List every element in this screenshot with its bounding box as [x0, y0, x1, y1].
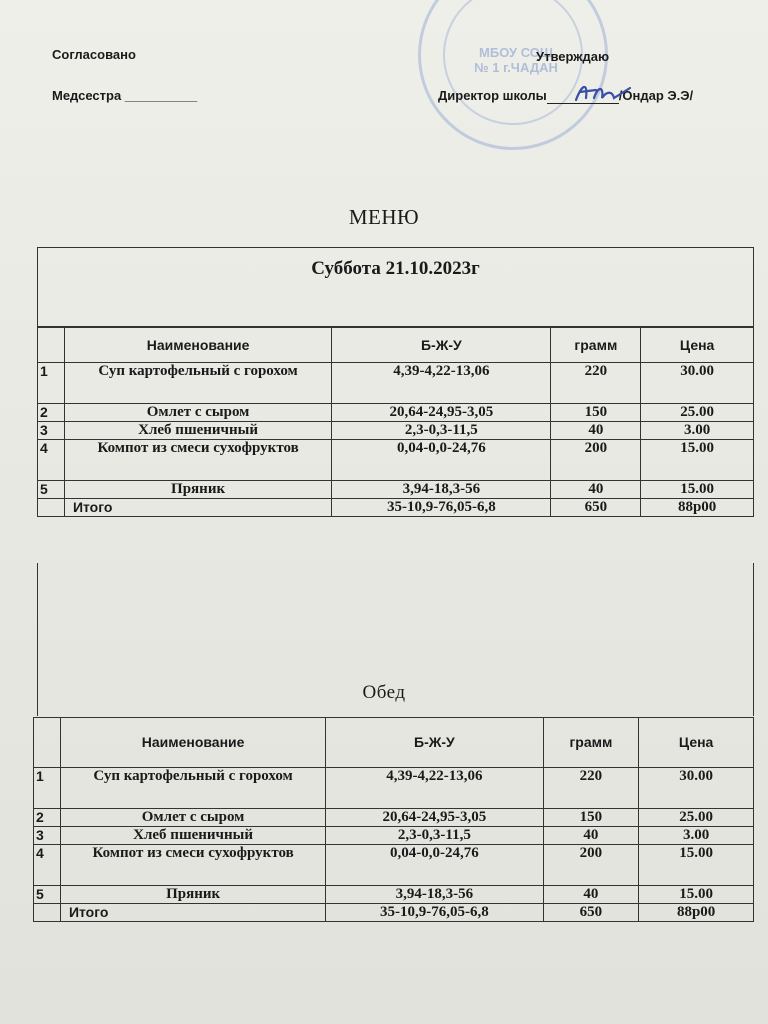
agreed-label: Согласовано: [52, 47, 136, 62]
table-row: 2 Омлет с сыром 20,64-24,95-3,05 150 25.00: [38, 404, 754, 422]
lunch-title: Обед: [362, 682, 406, 703]
item-price: 3.00: [641, 422, 754, 440]
table-row: 3 Хлеб пшеничный 2,3-0,3-11,5 40 3.00: [38, 422, 754, 440]
table-row: 4 Компот из смеси сухофруктов 0,04-0,0-24,76 200 15.00: [34, 845, 754, 886]
approve-label: Утверждаю: [536, 49, 610, 64]
col-gram-header: грамм: [551, 328, 641, 363]
stamp-line-1: МБОУ СОШ: [479, 45, 553, 60]
item-name: Суп картофельный с горохом: [64, 363, 331, 404]
item-gram: 40: [551, 481, 641, 499]
director-line: [438, 88, 693, 104]
lunch-table: [33, 717, 754, 922]
col-bju-header: Б-Ж-У: [332, 328, 551, 363]
total-price: 88р00: [639, 904, 754, 922]
item-name: Хлеб пшеничный: [64, 422, 331, 440]
item-bju: 0,04-0,0-24,76: [326, 845, 543, 886]
director-name: /Ондар Э.Э/: [618, 88, 694, 103]
day-banner-text: Суббота 21.10.2023г: [311, 258, 480, 279]
total-label: Итого: [60, 904, 325, 922]
col-gram-header: грамм: [543, 718, 639, 768]
breakfast-table: [37, 327, 754, 517]
item-price: 15.00: [639, 845, 754, 886]
director-prefix: Директор школы: [438, 88, 547, 103]
item-gram: 40: [543, 886, 639, 904]
col-bju-header: Б-Ж-У: [326, 718, 543, 768]
item-name: Пряник: [60, 886, 325, 904]
col-name-header: Наименование: [60, 718, 325, 768]
item-name: Компот из смеси сухофруктов: [64, 440, 331, 481]
item-gram: 220: [551, 363, 641, 404]
item-price: 15.00: [639, 886, 754, 904]
table-row: 3 Хлеб пшеничный 2,3-0,3-11,5 40 3.00: [34, 827, 754, 845]
table-row: 2 Омлет с сыром 20,64-24,95-3,05 150 25.00: [34, 809, 754, 827]
item-name: Хлеб пшеничный: [60, 827, 325, 845]
school-stamp: [418, 0, 608, 150]
total-bju: 35-10,9-76,05-6,8: [332, 499, 551, 517]
item-name: Омлет с сыром: [60, 809, 325, 827]
item-bju: 2,3-0,3-11,5: [332, 422, 551, 440]
item-name: Пряник: [64, 481, 331, 499]
total-row: [34, 904, 754, 922]
item-price: 30.00: [641, 363, 754, 404]
total-bju: 35-10,9-76,05-6,8: [326, 904, 543, 922]
table-row: 1 Суп картофельный с горохом 4,39-4,22-13,06 220 30.00: [38, 363, 754, 404]
item-price: 30.00: [639, 768, 754, 809]
item-bju: 4,39-4,22-13,06: [332, 363, 551, 404]
item-name: Омлет с сыром: [64, 404, 331, 422]
item-price: 25.00: [641, 404, 754, 422]
item-bju: 0,04-0,0-24,76: [332, 440, 551, 481]
item-name: Компот из смеси сухофруктов: [60, 845, 325, 886]
item-price: 15.00: [641, 440, 754, 481]
table-header-row: [34, 718, 754, 768]
total-row: [38, 499, 754, 517]
stamp-line-2: № 1 г.ЧАДАН: [474, 60, 558, 75]
total-gram: 650: [543, 904, 639, 922]
table-row: 1 Суп картофельный с горохом 4,39-4,22-13,06 220 30.00: [34, 768, 754, 809]
item-name: Суп картофельный с горохом: [60, 768, 325, 809]
item-bju: 20,64-24,95-3,05: [332, 404, 551, 422]
item-gram: 150: [551, 404, 641, 422]
item-gram: 200: [551, 440, 641, 481]
total-label: Итого: [64, 499, 331, 517]
item-bju: 4,39-4,22-13,06: [326, 768, 543, 809]
menu-title: МЕНЮ: [348, 205, 420, 229]
item-gram: 40: [551, 422, 641, 440]
item-gram: 40: [543, 827, 639, 845]
table-header-row: [38, 328, 754, 363]
item-price: 3.00: [639, 827, 754, 845]
item-bju: 3,94-18,3-56: [332, 481, 551, 499]
table-row: 5 Пряник 3,94-18,3-56 40 15.00: [38, 481, 754, 499]
item-bju: 20,64-24,95-3,05: [326, 809, 543, 827]
item-gram: 200: [543, 845, 639, 886]
day-banner: [37, 247, 754, 327]
item-bju: 2,3-0,3-11,5: [326, 827, 543, 845]
item-gram: 220: [543, 768, 639, 809]
item-gram: 150: [543, 809, 639, 827]
director-signature: [568, 78, 638, 106]
table-row: 4 Компот из смеси сухофруктов 0,04-0,0-24,76 200 15.00: [38, 440, 754, 481]
total-price: 88р00: [641, 499, 754, 517]
table-row: 5 Пряник 3,94-18,3-56 40 15.00: [34, 886, 754, 904]
col-price-header: Цена: [641, 328, 754, 363]
total-gram: 650: [551, 499, 641, 517]
item-price: 25.00: [639, 809, 754, 827]
col-price-header: Цена: [639, 718, 754, 768]
col-name-header: Наименование: [64, 328, 331, 363]
item-price: 15.00: [641, 481, 754, 499]
nurse-line: Медсестра __________: [52, 88, 198, 103]
item-bju: 3,94-18,3-56: [326, 886, 543, 904]
